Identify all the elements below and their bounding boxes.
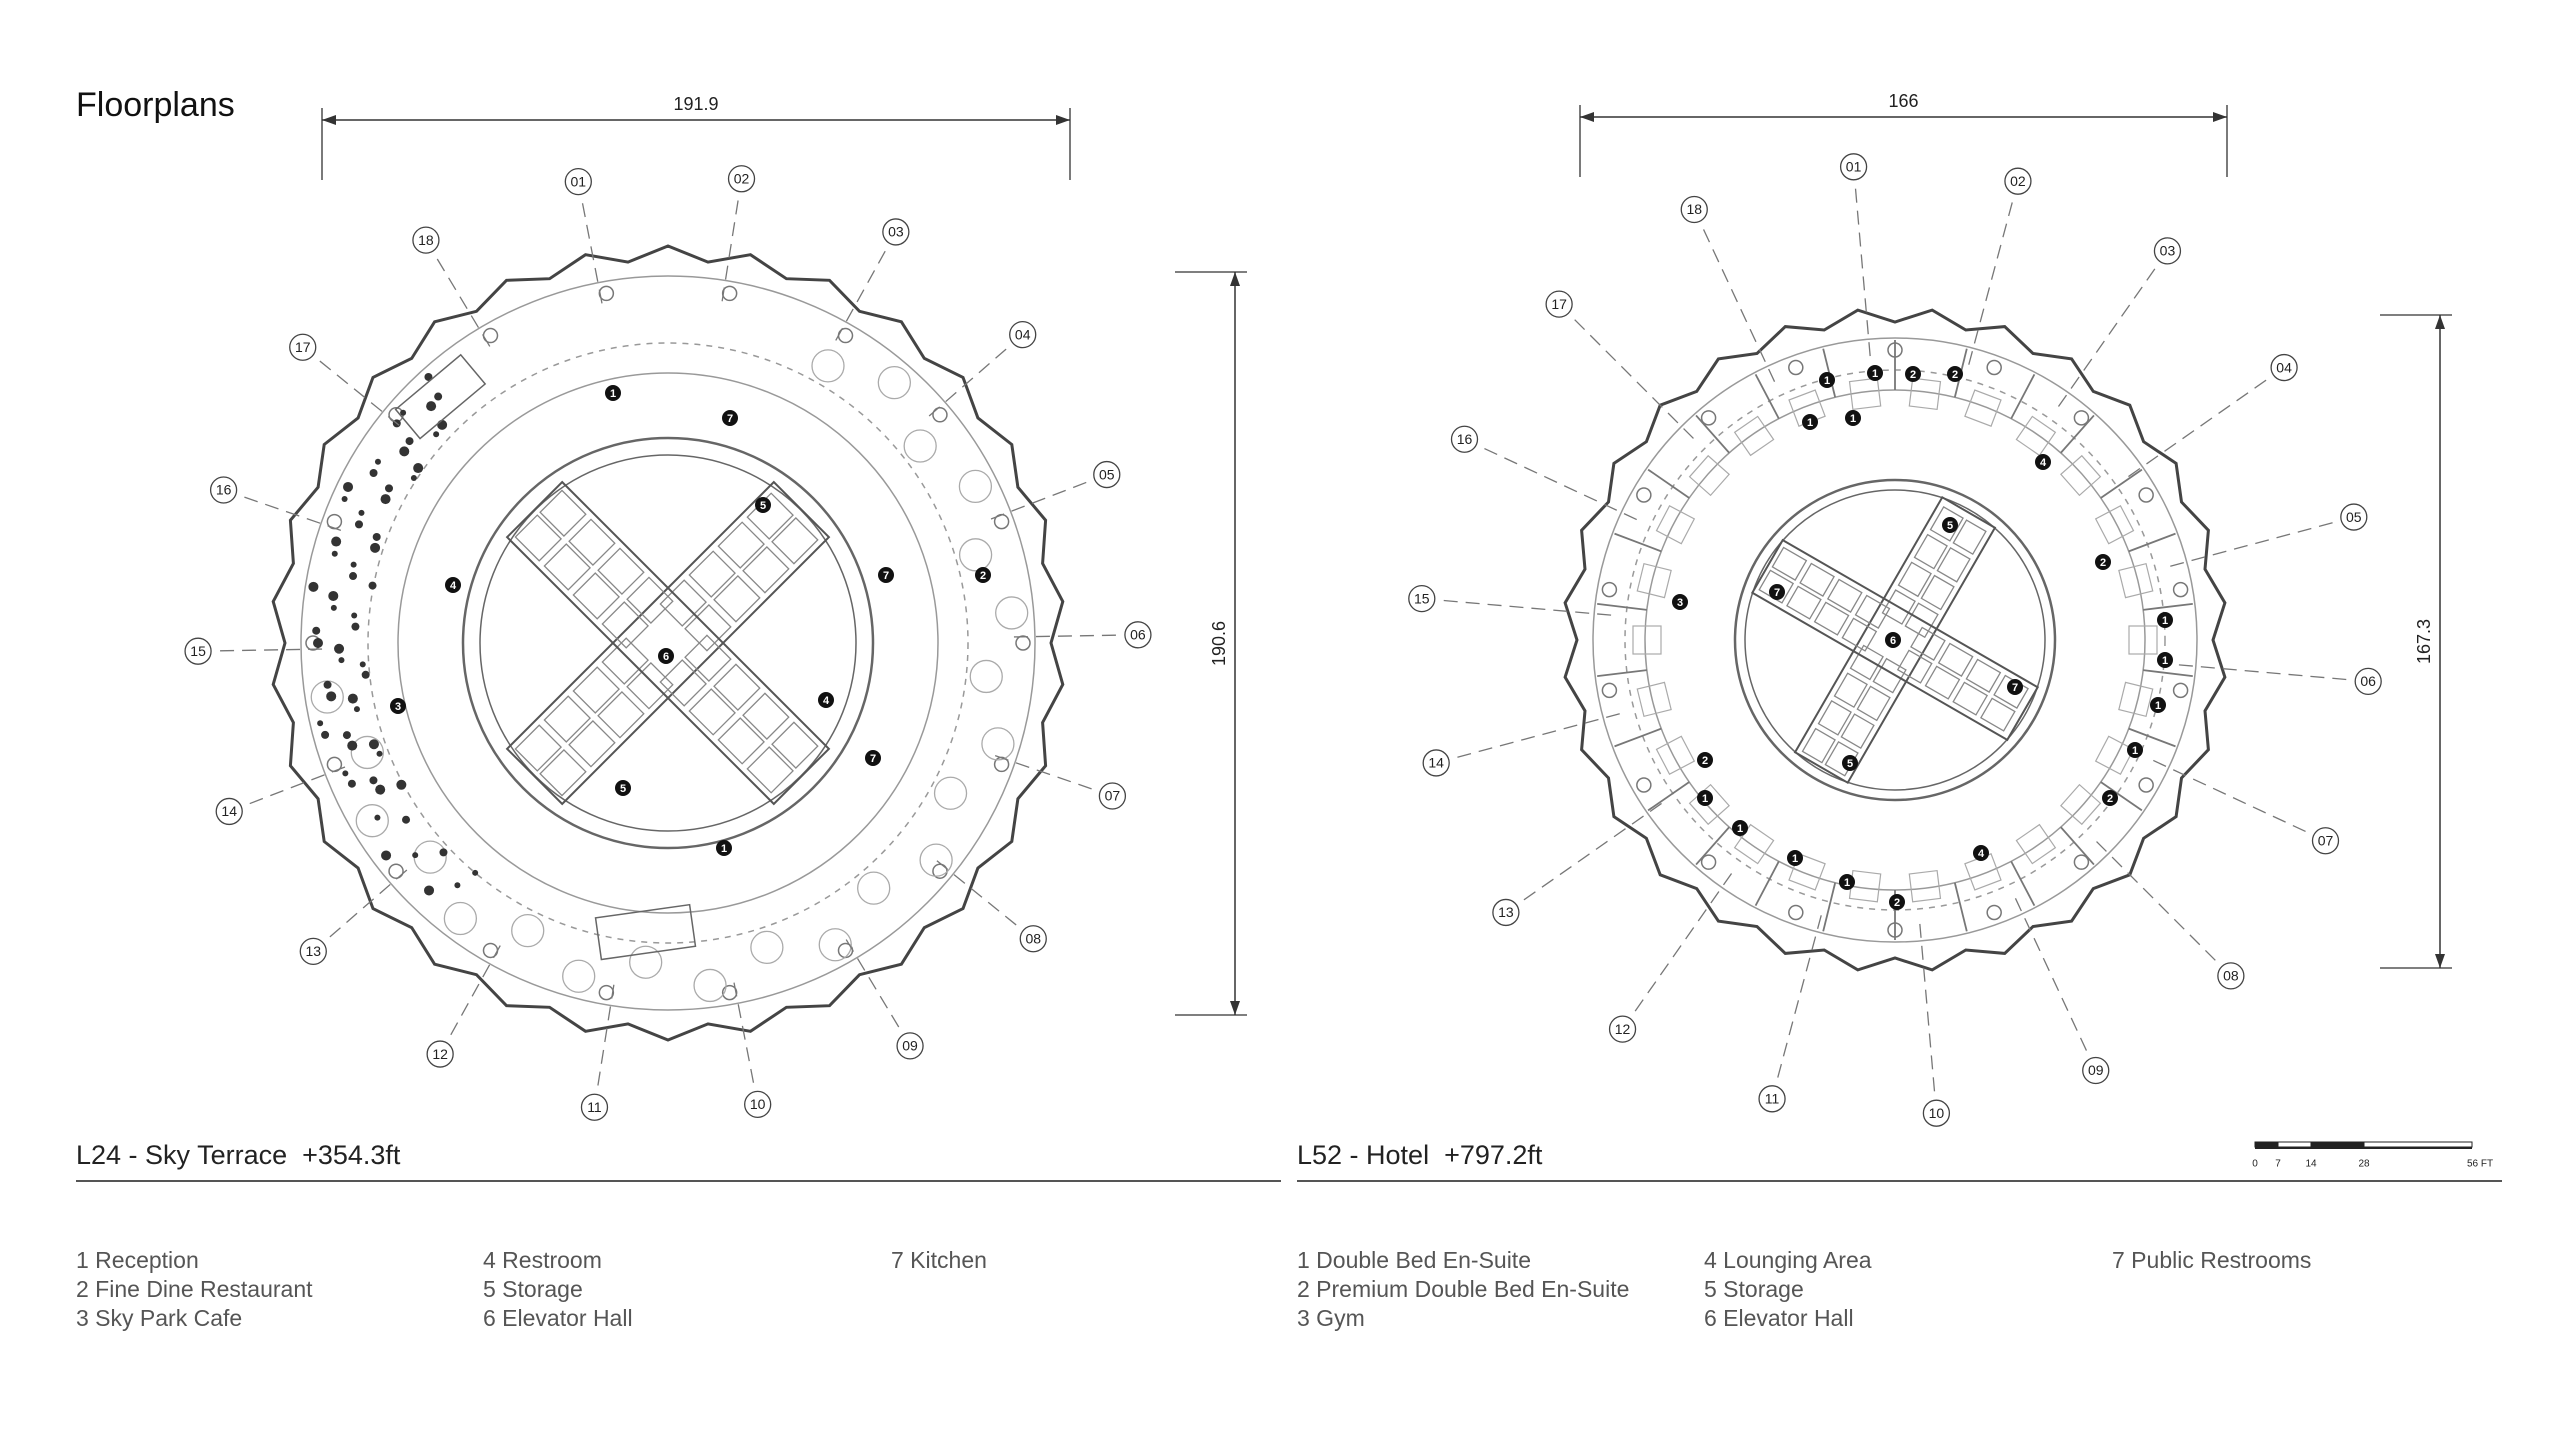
column <box>1016 636 1030 650</box>
column <box>1602 683 1616 697</box>
column <box>2139 778 2153 792</box>
grid-label: 07 <box>2317 832 2334 849</box>
shaft <box>772 722 818 768</box>
shaft <box>627 663 673 709</box>
legend-item: 3 Gym <box>1297 1305 1365 1331</box>
scale-bar-tick-label: 28 <box>2358 1158 2370 1170</box>
column <box>933 408 947 422</box>
room-marker-label: 7 <box>882 569 890 582</box>
grid-label: 16 <box>1456 430 1473 447</box>
planting <box>434 393 442 401</box>
slab-edge <box>301 276 1035 1010</box>
room-partition <box>1756 374 1779 418</box>
room-marker-label: 1 <box>1806 416 1814 429</box>
planting <box>424 885 434 895</box>
dining-table <box>356 805 388 837</box>
grid-label: 17 <box>1551 295 1567 312</box>
legend-col-1-sky-terrace <box>76 1246 313 1333</box>
planting <box>308 582 318 592</box>
dining-table <box>959 470 991 502</box>
dining-table <box>982 728 1014 760</box>
grid-label: 11 <box>587 1098 602 1115</box>
shaft <box>714 576 760 622</box>
divider-left <box>76 1180 1281 1182</box>
grid-line <box>2172 664 2346 679</box>
grid-line <box>1444 601 1618 616</box>
room-partition <box>2011 861 2034 905</box>
room-marker-label: 4 <box>2039 456 2047 469</box>
ring-wall <box>398 373 938 913</box>
planting <box>412 852 418 858</box>
room-marker-label: 4 <box>1977 847 1985 860</box>
room-marker-label: 2 <box>1909 368 1917 381</box>
floorplan-hotel <box>1409 91 2452 1126</box>
grid-label: 14 <box>221 803 238 820</box>
scale-bar-tick-label: 14 <box>2305 1158 2317 1170</box>
planting <box>342 496 348 502</box>
planting <box>355 520 363 528</box>
planting <box>374 815 380 821</box>
grid-label: 17 <box>294 338 311 355</box>
shaft <box>573 573 619 619</box>
grid-label: 08 <box>1025 930 1042 947</box>
grid-label: 04 <box>2276 359 2292 376</box>
plan-title-sky-terrace: L24 - Sky Terrace +354.3ft <box>76 1140 401 1170</box>
shaft <box>573 667 619 713</box>
scale-bar-segment <box>2255 1142 2278 1147</box>
shaft <box>718 718 764 764</box>
bed <box>1657 506 1695 544</box>
room-partition <box>1648 782 1689 810</box>
legend-col-1-hotel <box>1297 1246 1629 1333</box>
legend-col-3-sky-terrace <box>891 1246 987 1275</box>
legend-item: 5 Storage <box>1704 1276 1804 1302</box>
planting <box>377 751 383 757</box>
planting <box>362 671 370 679</box>
planting <box>413 463 423 473</box>
column <box>1789 360 1803 374</box>
height-dimension-label: 190.6 <box>1208 620 1229 667</box>
grid-line <box>2164 523 2333 568</box>
bed <box>2129 626 2157 654</box>
planting <box>347 741 357 751</box>
grid-line <box>2092 837 2216 961</box>
bed <box>1657 736 1695 774</box>
planting <box>439 848 447 856</box>
planting <box>433 431 439 437</box>
divider-right <box>1297 1180 2502 1182</box>
room-marker-label: 3 <box>1676 596 1684 609</box>
ring-wall <box>463 438 873 848</box>
grid-line <box>1778 909 1823 1078</box>
scale-bar <box>2252 1142 2493 1170</box>
grid-label: 15 <box>1414 590 1430 607</box>
dining-table <box>996 597 1028 629</box>
planting <box>370 469 378 477</box>
room-partition <box>2143 604 2193 610</box>
grid-line <box>250 766 348 804</box>
core-wall <box>507 482 829 804</box>
planting <box>369 739 379 749</box>
planting <box>328 591 338 601</box>
legend-item: 6 Elevator Hall <box>1704 1305 1854 1331</box>
grid-label: 10 <box>1928 1104 1945 1121</box>
legend-item: 7 Kitchen <box>891 1247 987 1273</box>
floorplan-sky-terrace <box>185 94 1247 1120</box>
planting <box>334 644 344 654</box>
grid-label: 03 <box>2159 242 2176 259</box>
arrow-head <box>2213 112 2227 122</box>
dining-table <box>812 350 844 382</box>
room-marker-label: 5 <box>759 499 767 512</box>
bed <box>2016 825 2055 864</box>
planting <box>351 562 357 568</box>
room-marker-label: 2 <box>1701 754 1709 767</box>
planting <box>331 605 337 611</box>
room-partition <box>1648 470 1689 498</box>
arrow-head <box>1580 112 1594 122</box>
grid-label: 16 <box>215 481 232 498</box>
dining-table <box>960 539 992 571</box>
planting <box>411 475 417 481</box>
column <box>389 864 403 878</box>
grid-label: 18 <box>418 231 434 248</box>
planting <box>369 776 377 784</box>
planting <box>313 638 323 648</box>
planting <box>331 537 341 547</box>
planting <box>375 459 381 465</box>
grid-label: 14 <box>1428 754 1444 771</box>
grid-line <box>1524 799 1667 899</box>
grid-line <box>927 349 1006 418</box>
grid-label: 02 <box>2010 172 2026 189</box>
planting <box>360 661 366 667</box>
legend-col-2-hotel <box>1704 1246 1872 1333</box>
grid-label: 09 <box>902 1037 918 1054</box>
shaft <box>718 522 764 568</box>
grid-label: 04 <box>1014 326 1031 343</box>
core-arm <box>507 482 829 804</box>
shaft <box>747 747 793 793</box>
room-partition <box>1597 670 1647 676</box>
planting <box>385 484 393 492</box>
legend-item: 4 Restroom <box>483 1247 602 1273</box>
planting <box>373 533 381 541</box>
room-marker-label: 1 <box>609 387 617 400</box>
outer-facade <box>273 246 1063 1040</box>
room-marker-label: 1 <box>1736 822 1744 835</box>
bed <box>1633 626 1661 654</box>
planting <box>338 657 344 663</box>
column <box>1987 906 2001 920</box>
column <box>2139 488 2153 502</box>
planting <box>472 870 478 876</box>
core-arm <box>507 482 829 804</box>
room-marker-label: 1 <box>720 842 728 855</box>
dining-table <box>858 872 890 904</box>
planting <box>375 785 385 795</box>
room-marker-label: 7 <box>726 412 734 425</box>
legend-item: 2 Premium Double Bed En-Suite <box>1297 1276 1630 1302</box>
shaft <box>602 638 648 684</box>
room-marker-label: 5 <box>1946 519 1954 532</box>
shaft <box>743 547 789 593</box>
room-marker-label: 5 <box>619 782 627 795</box>
dining-table <box>878 367 910 399</box>
legend-item: 6 Elevator Hall <box>483 1305 633 1331</box>
legend-item: 4 Lounging Area <box>1704 1247 1872 1273</box>
grid-line <box>220 649 325 651</box>
room-marker-label: 1 <box>1843 876 1851 889</box>
room-partition <box>1756 861 1779 905</box>
room-marker-label: 6 <box>1889 634 1897 647</box>
grid-label: 15 <box>190 642 206 659</box>
bed <box>2096 736 2134 774</box>
planting <box>402 816 410 824</box>
planting <box>317 720 323 726</box>
planting <box>426 401 436 411</box>
arrow-head <box>322 115 336 125</box>
height-dimension-label: 167.3 <box>2413 618 2434 665</box>
bed <box>1735 416 1774 455</box>
planting <box>358 510 364 516</box>
column <box>2174 683 2188 697</box>
planting <box>354 706 360 712</box>
elevator-core <box>401 376 934 909</box>
planting <box>351 613 357 619</box>
shaft <box>602 602 648 648</box>
shaft <box>544 544 590 590</box>
grid-label: 12 <box>432 1045 448 1062</box>
shaft <box>743 693 789 739</box>
dining-table <box>935 777 967 809</box>
room-partition <box>2143 670 2193 676</box>
bed <box>2096 506 2134 544</box>
bed <box>1637 682 1671 716</box>
planting <box>381 494 391 504</box>
legend-item: 5 Storage <box>483 1276 583 1302</box>
grid-line <box>330 868 409 937</box>
grid-line <box>1635 868 1735 1011</box>
planting <box>454 882 460 888</box>
room-marker-label: 4 <box>449 579 457 592</box>
shaft <box>772 518 818 564</box>
arrow-head <box>1230 272 1240 286</box>
shaft <box>598 548 644 594</box>
grid-label: 01 <box>1845 158 1862 175</box>
room-partition <box>1597 604 1647 610</box>
room-marker-label: 1 <box>1701 792 1709 805</box>
shaft <box>544 696 590 742</box>
dining-table <box>694 969 726 1001</box>
grid-label: 05 <box>2346 508 2362 525</box>
room-marker-label: 3 <box>394 700 402 713</box>
plan-title-hotel: L52 - Hotel +797.2ft <box>1297 1140 1543 1170</box>
shaft <box>569 519 615 565</box>
legend-item: 7 Public Restrooms <box>2112 1247 2312 1273</box>
grid-label: 07 <box>1104 787 1121 804</box>
shaft <box>569 721 615 767</box>
dining-table <box>444 903 476 935</box>
planting <box>343 482 353 492</box>
room-marker-label: 7 <box>1773 586 1781 599</box>
grid-line <box>1575 320 1699 444</box>
grid-label: 09 <box>2087 1062 2104 1079</box>
scale-bar-segment <box>2311 1142 2364 1147</box>
column <box>1789 906 1803 920</box>
planting <box>343 731 351 739</box>
shaft <box>747 493 793 539</box>
room-marker-label: 7 <box>869 752 877 765</box>
room-marker-label: 4 <box>822 694 830 707</box>
planting <box>321 731 329 739</box>
room-partition <box>1955 883 1967 932</box>
grid-line <box>988 482 1086 520</box>
page-title: Floorplans <box>76 86 235 124</box>
grid-label: 12 <box>1614 1020 1631 1037</box>
room-partition <box>2129 534 2176 552</box>
bed <box>2119 564 2153 598</box>
room-marker-label: 6 <box>662 650 670 663</box>
shaft <box>598 692 644 738</box>
planting <box>342 770 348 776</box>
column <box>1602 583 1616 597</box>
grid-label: 08 <box>2223 967 2239 984</box>
planting <box>326 691 336 701</box>
legend-item: 2 Fine Dine Restaurant <box>76 1276 313 1302</box>
scale-bar-tick-label: 7 <box>2275 1158 2281 1170</box>
dining-table <box>414 841 446 873</box>
grid-line <box>1856 189 1871 363</box>
scale-bar-tick-label: 56 FT <box>2466 1158 2494 1170</box>
grid-label: 13 <box>305 943 322 960</box>
planting <box>349 572 357 580</box>
scale-bar-tick-label: 0 <box>2252 1158 2258 1170</box>
room-marker-label: 2 <box>2106 792 2114 805</box>
planting <box>324 681 332 689</box>
planting <box>332 551 338 557</box>
column <box>1637 488 1651 502</box>
bed <box>2119 682 2153 716</box>
planting <box>351 623 359 631</box>
room-partition <box>1823 883 1835 932</box>
room-marker-label: 1 <box>1849 412 1857 425</box>
core-wall <box>507 482 829 804</box>
grid-label: 10 <box>749 1096 766 1113</box>
shaft <box>627 577 673 623</box>
grid-line <box>1967 202 2012 371</box>
room-marker-label: 1 <box>1791 852 1799 865</box>
grid-line <box>1919 917 1934 1091</box>
room-marker-label: 5 <box>1846 757 1854 770</box>
bed <box>1965 390 2001 426</box>
column <box>1637 778 1651 792</box>
dining-table <box>970 660 1002 692</box>
legend-col-2-sky-terrace <box>483 1246 633 1333</box>
room-marker-label: 1 <box>2161 614 2169 627</box>
dining-table <box>904 430 936 462</box>
ring-wall <box>368 343 968 943</box>
grid-label: 06 <box>2360 673 2376 690</box>
planting <box>348 780 356 788</box>
width-dimension-label: 166 <box>1888 90 1919 111</box>
dining-table <box>563 960 595 992</box>
grid-label: 02 <box>733 170 750 187</box>
bed <box>2016 416 2055 455</box>
legend-item: 1 Reception <box>76 1247 199 1273</box>
room-partition <box>2011 374 2034 418</box>
room-marker-label: 2 <box>2099 556 2107 569</box>
grid-label: 06 <box>1130 626 1146 643</box>
planting <box>348 694 358 704</box>
column <box>2174 583 2188 597</box>
room-marker-label: 1 <box>2131 744 2139 757</box>
grid-line <box>1011 635 1116 637</box>
shaft <box>714 664 760 710</box>
legend-item: 3 Sky Park Cafe <box>76 1305 243 1331</box>
planting <box>370 543 380 553</box>
grid-label: 05 <box>1098 466 1115 483</box>
shaft <box>689 689 735 735</box>
grid-label: 18 <box>1686 201 1703 218</box>
grid-label: 13 <box>1498 904 1514 921</box>
grid-label: 11 <box>1764 1090 1780 1107</box>
legend-item: 1 Double Bed En-Suite <box>1297 1247 1531 1273</box>
grid-line <box>2123 380 2266 480</box>
planting <box>369 582 377 590</box>
planting <box>312 627 320 635</box>
width-dimension-label: 191.9 <box>673 93 719 114</box>
arrow-head <box>2435 954 2445 968</box>
dining-table <box>751 931 783 963</box>
ring-wall <box>480 455 856 831</box>
room-marker-label: 2 <box>979 569 987 582</box>
arrow-head <box>1056 115 1070 125</box>
dining-table <box>512 915 544 947</box>
room-marker-label: 1 <box>1823 374 1831 387</box>
grid-label: 01 <box>570 173 587 190</box>
arrow-head <box>2435 315 2445 329</box>
column <box>1987 360 2001 374</box>
room-marker-label: 1 <box>1871 367 1879 380</box>
room-partition <box>1614 534 1661 552</box>
planting <box>396 780 406 790</box>
planting <box>406 437 414 445</box>
arrow-head <box>1230 1001 1240 1015</box>
room-marker-label: 1 <box>2154 699 2162 712</box>
planting <box>381 850 391 860</box>
scale-bar-segment <box>2364 1142 2472 1147</box>
room-marker-label: 7 <box>2011 681 2019 694</box>
legend-col-3-hotel <box>2112 1246 2311 1275</box>
room-marker-label: 2 <box>1893 896 1901 909</box>
grid-line <box>1457 712 1626 757</box>
grid-line <box>2054 269 2154 412</box>
shaft <box>689 551 735 597</box>
room-partition <box>1614 729 1661 747</box>
planting <box>399 446 409 456</box>
room-marker-label: 1 <box>2161 654 2169 667</box>
room-marker-label: 2 <box>1951 368 1959 381</box>
scale-bar-segment <box>2278 1142 2311 1147</box>
grid-label: 03 <box>888 223 904 240</box>
planting <box>437 420 447 430</box>
bed <box>1637 564 1671 598</box>
